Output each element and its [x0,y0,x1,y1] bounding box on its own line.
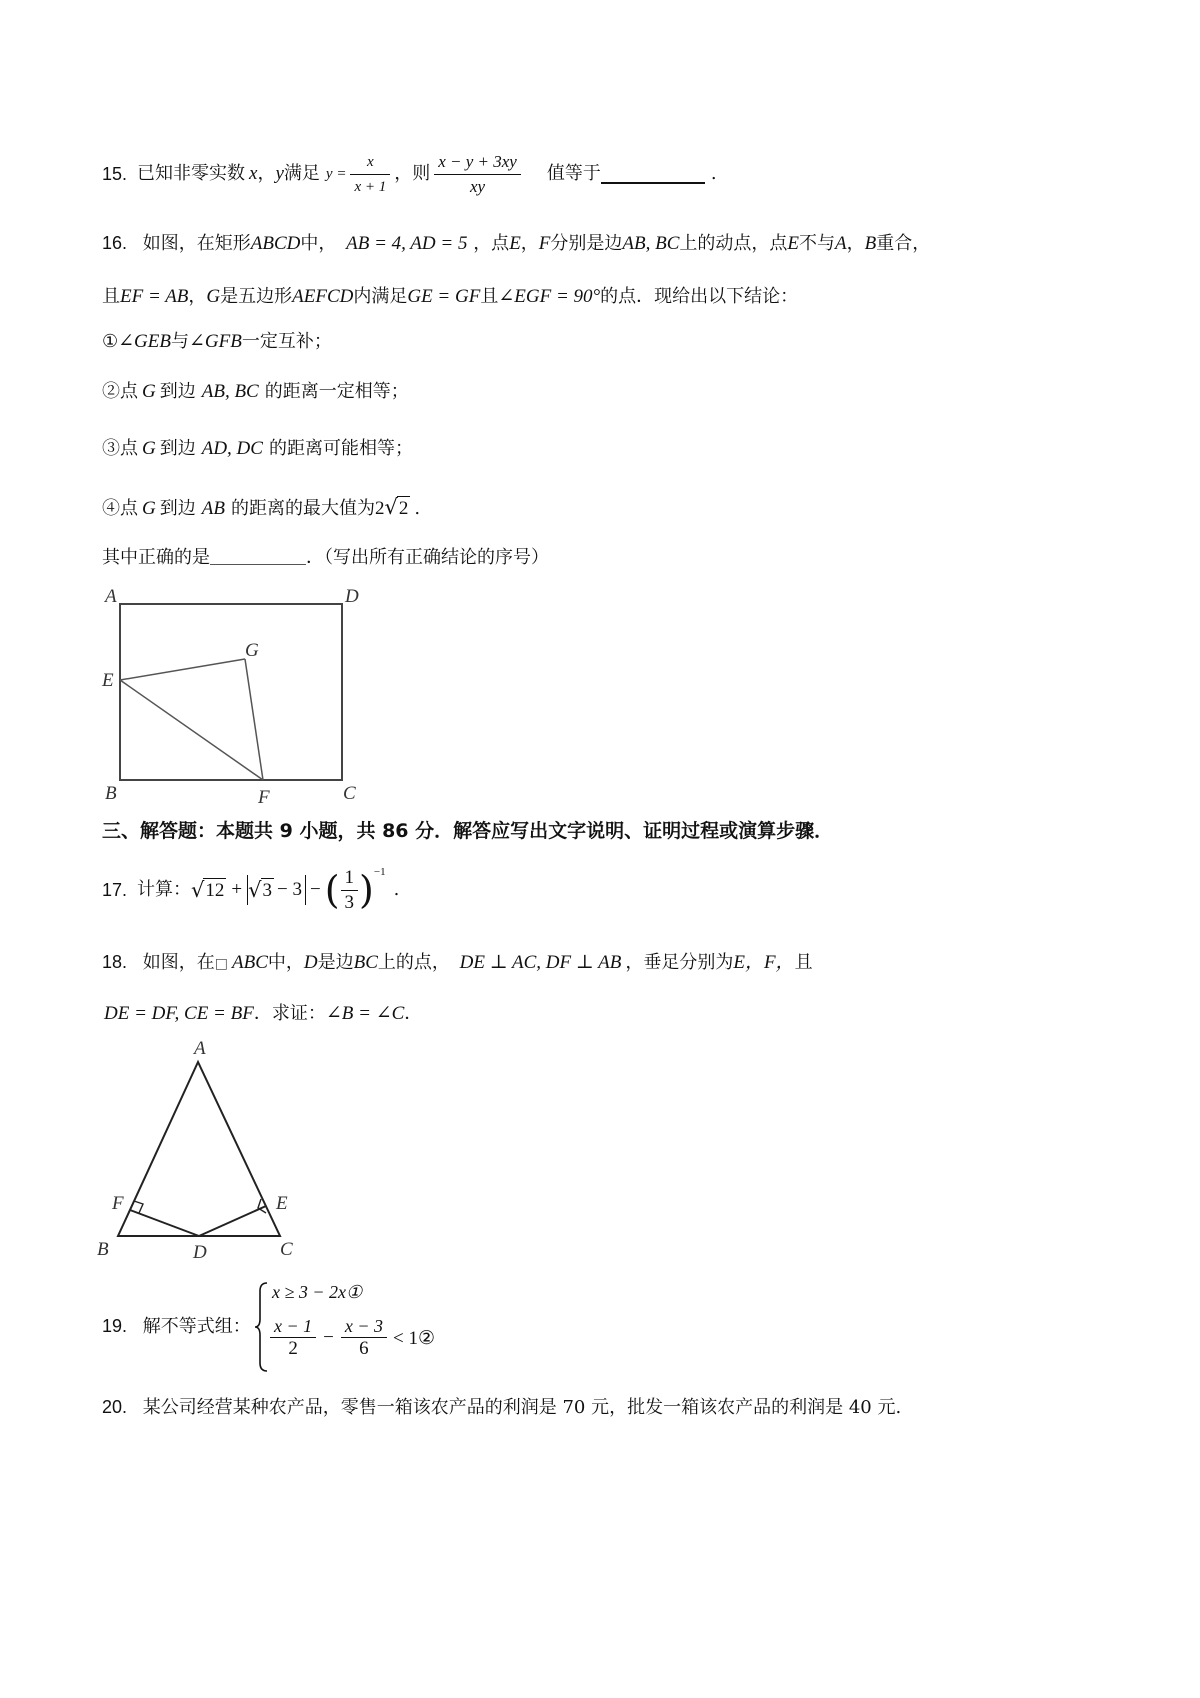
math: BC [353,952,378,973]
fraction-denominator: xy [434,174,521,199]
period: . [414,498,421,519]
text: 如图，在 [142,952,215,973]
text: 的距离一定相等； [264,381,409,402]
math: DE ⊥ AC, DF ⊥ AB [459,952,622,973]
fraction [341,866,359,915]
math: F [538,233,551,254]
question-number: 17. [102,880,128,900]
question-20 [102,1395,901,1420]
text: ， [846,233,865,254]
text: ．（写出所有正确结论的序号） [306,547,549,568]
text: 解不等式组： [142,1316,251,1337]
text: 上的点， [377,952,450,973]
math: AB, BC [201,381,259,402]
math: B [864,233,877,254]
label-g: G [245,640,259,661]
math: ABC [232,952,268,973]
text: 与 [171,331,189,352]
text: ， [520,233,539,254]
separator: ， [257,163,276,184]
text: 是五边形 [220,286,293,307]
radicand: 2 [398,498,409,519]
text: 的距离的最大值为 [230,498,375,519]
label-f: F [112,1193,124,1214]
conclusion-1 [102,330,332,354]
abs-bar-right [305,875,306,905]
text: 且 [794,952,813,973]
answer-blank [210,546,306,565]
label-e: E [102,670,114,691]
text: ． [404,1003,423,1024]
math: ∠GEB [118,331,171,352]
q15-lead: 已知非零实数 [137,163,246,184]
math: ∠EGF = 90° [498,286,601,307]
math: 2 [374,498,385,519]
segment-eg [120,659,245,680]
text: 且 [480,286,499,307]
radicand: 12 [205,879,225,901]
math: ∠B = ∠C [325,1003,405,1024]
triangle-symbol: □ [214,956,228,972]
q15-cond: 满足 [283,163,320,184]
text: 上的动点，点 [679,233,788,254]
radical-sign: √ [384,495,398,519]
radical-sign: √ [191,878,205,902]
text: 分别是边 [550,233,623,254]
math: G [142,438,156,459]
text: 的点．现给出以下结论： [600,286,799,307]
question-17 [102,864,399,916]
text: ① [102,331,119,352]
segment-df [130,1210,199,1236]
label-a: A [105,586,117,607]
math: E，F， [733,952,795,973]
text: 内满足 [353,286,408,307]
math: − [323,1327,334,1348]
text: 不与 [799,233,836,254]
text: ， [188,286,207,307]
text: ②点 [102,381,138,402]
radicand: 3 [262,879,273,901]
fraction-1 [350,150,390,199]
question-18-line-1 [102,950,813,976]
text: ，点 [473,233,510,254]
text: 重合， [876,233,931,254]
fraction-denominator: x + 1 [350,174,390,199]
period: . [393,879,400,900]
question-16-line-1 [102,231,930,256]
math: GE = GF [407,286,481,307]
fraction-numerator: 1 [344,866,355,888]
text: 中， [267,952,304,973]
label-c: C [280,1239,293,1260]
label-d: D [193,1242,207,1263]
fraction-2 [341,1316,387,1360]
question-number: 18. [102,952,128,972]
math: D [303,952,318,973]
paren-right: ) [359,868,374,912]
math: x ≥ 3 − 2x① [272,1282,363,1302]
segment-ef [120,680,263,780]
radical-sign: √ [248,878,262,902]
question-16-line-2 [102,285,798,309]
math: E [509,233,521,254]
conclusion-4 [102,495,420,521]
text: ④点 [102,498,138,519]
var-y: y [275,163,284,184]
text: 某公司经营某种农产品，零售一箱该农产品的利润是 70 元，批发一箱该农产品的利润是 40 元. [142,1397,902,1418]
math: AB [201,498,225,519]
answer-blank [601,164,705,184]
text: 其中正确的是 [102,547,210,568]
math: EF = AB [120,286,189,307]
var-x: x [249,163,258,184]
label-c: C [343,783,356,804]
text: 到边 [159,438,196,459]
text: ．求证： [253,1003,326,1024]
text: 中， [300,233,337,254]
conclusion-2 [102,380,409,404]
math: ∠GFB [189,331,242,352]
fraction-denominator: 6 [341,1337,387,1360]
q15-tail: 值等于 [546,163,601,184]
text: 的距离可能相等； [268,438,413,459]
math: AB, BC [622,233,680,254]
text: 一定互补； [241,331,332,352]
period: . [710,163,717,184]
math: ABCD [250,233,301,254]
label-e: E [276,1193,288,1214]
fraction-numerator: x − y + 3xy [438,151,517,171]
fraction-2 [434,150,521,199]
figure-triangle [90,1036,310,1266]
conclusion-3 [102,437,413,461]
inequality-2 [266,1316,435,1360]
math: A [835,233,847,254]
question-number: 16. [102,233,128,253]
math: − [310,879,321,900]
paren-left: ( [324,868,340,912]
math: E [787,233,800,254]
exponent: −1 [373,866,386,878]
y-equals: y = [325,166,347,182]
text: 到边 [159,498,196,519]
math: DE = DF, CE = BF [104,1003,254,1024]
math: − 3 [277,879,302,900]
text: 是边 [317,952,354,973]
fraction-numerator: x − 3 [344,1316,383,1336]
q15-then: ，则 [394,163,431,184]
question-19-label [102,1314,251,1339]
label-f: F [258,787,270,808]
fraction-1 [270,1316,316,1360]
text: ，垂足分别为 [625,952,734,973]
question-15 [102,148,717,200]
label-b: B [105,783,117,804]
fraction-denominator: 2 [270,1337,316,1360]
math: G [142,498,156,519]
fraction-denominator: 3 [341,890,359,915]
segment-de [199,1206,266,1236]
label-a: A [194,1038,206,1059]
rectangle-abcd [120,604,342,780]
question-16-ask [102,546,549,570]
segment-gf [245,659,263,780]
text: 计算： [137,879,192,900]
text: 且 [102,286,120,307]
label-b: B [97,1239,109,1260]
inequality-1 [272,1282,362,1303]
math: AB = 4, AD = 5 [346,233,468,254]
text: 如图，在矩形 [142,233,251,254]
math: G [142,381,156,402]
question-number: 19. [102,1316,128,1336]
question-number: 15. [102,164,128,184]
label-d: D [345,586,359,607]
fraction-numerator: x [366,153,374,170]
math: < 1② [393,1327,435,1349]
math: + [231,879,243,900]
math: G [206,286,221,307]
math: AD, DC [201,438,263,459]
section-heading: 三、解答题：本题共 9 小题，共 86 分．解答应写出文字说明、证明过程或演算步骤． [102,820,834,842]
question-number: 20. [102,1397,128,1417]
fraction-numerator: x − 1 [274,1316,313,1336]
text: ③点 [102,438,138,459]
figure-rectangle [95,582,375,812]
text: 到边 [159,381,196,402]
math: AEFCD [292,286,354,307]
question-18-line-2 [104,1002,422,1026]
